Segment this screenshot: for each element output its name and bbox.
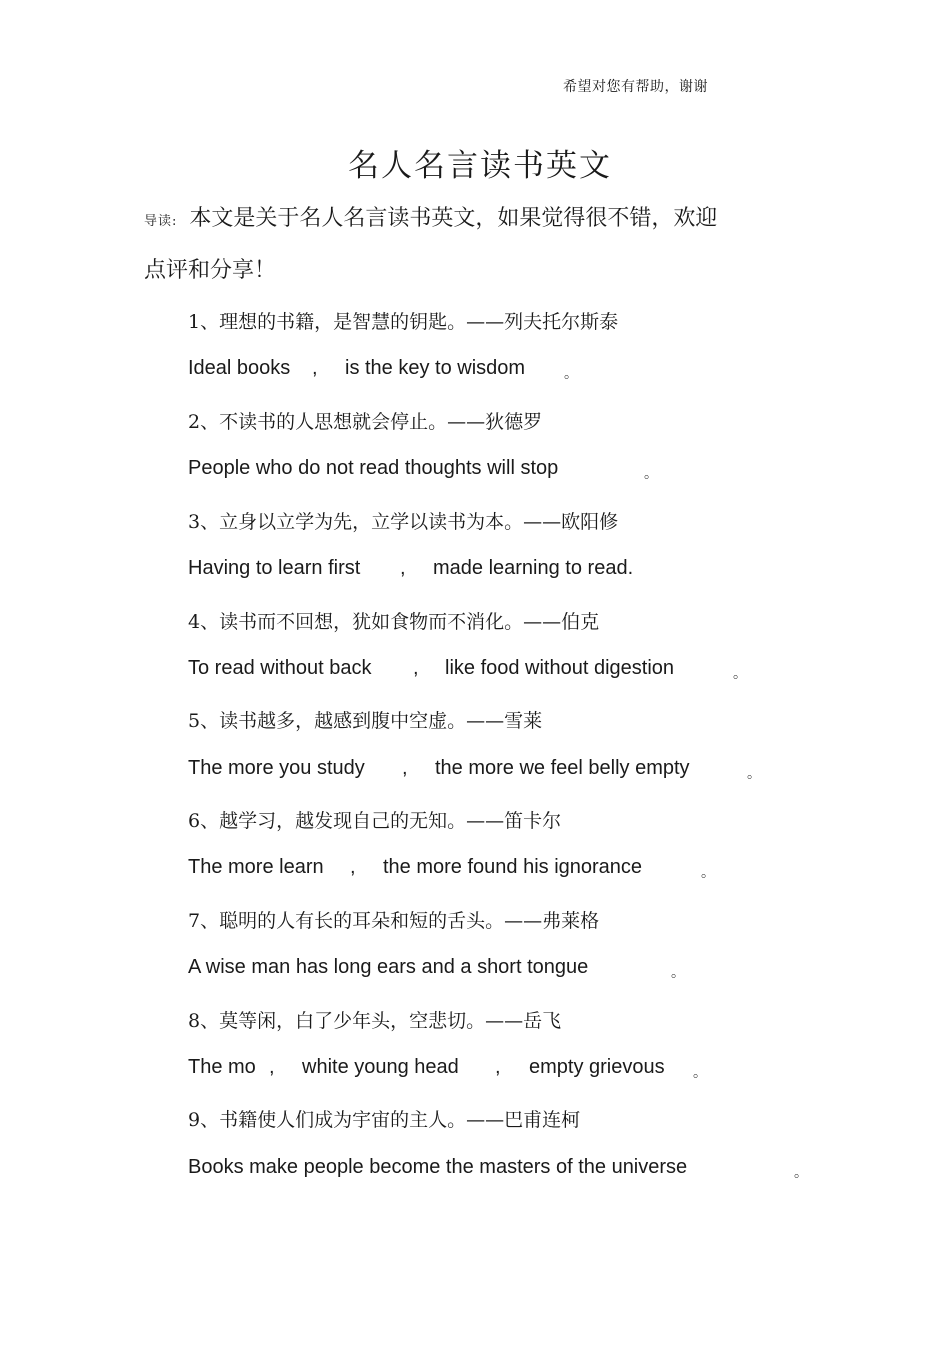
quote-en-part: , [269, 1056, 275, 1078]
quote-en-part: , [402, 757, 408, 779]
intro-text-1: 本文是关于名人名言读书英文，如果觉得很不错，欢迎 [189, 206, 718, 231]
quote-zh: 1、理想的书籍，是智慧的钥匙。——列夫托尔斯泰 [188, 311, 619, 333]
quote-en-part: 。 [693, 1065, 707, 1081]
quote-zh: 8、莫等闲，白了少年头，空悲切。——岳飞 [188, 1010, 562, 1032]
quote-en-part: 。 [564, 366, 578, 382]
quote-en-part: , [350, 856, 356, 878]
quote-en-part: made learning to read. [433, 557, 634, 579]
quote-en-part: empty grievous [529, 1056, 665, 1078]
quote-en-part: , [413, 657, 419, 679]
quote-en-part: 。 [701, 865, 715, 881]
intro-line-1 [144, 201, 717, 232]
quote-en-part: Ideal books [188, 357, 291, 379]
quote-en-part: A wise man has long ears and a short tongue [188, 956, 589, 978]
quote-en-part: 。 [644, 466, 658, 482]
document-title: 名人名言读书英文 [348, 148, 612, 184]
quote-en-part: The mo [188, 1056, 256, 1078]
quote-zh: 7、聪明的人有长的耳朵和短的舌头。——弗莱格 [188, 910, 600, 932]
quote-en-part: 。 [794, 1165, 808, 1181]
quote-en-part: The more you study [188, 757, 365, 779]
quote-en-part: Books make people become the masters of the universe [188, 1156, 688, 1178]
quote-en-part: is the key to wisdom [345, 357, 526, 379]
quote-en-part: the more found his ignorance [383, 856, 643, 878]
quote-en-part: , [312, 357, 318, 379]
quote-en-part: The more learn [188, 856, 324, 878]
quote-en-part: Having to learn first [188, 557, 361, 579]
quote-en-part: the more we feel belly empty [435, 757, 690, 779]
header-note: 希望对您有帮助，谢谢 [563, 79, 708, 95]
quote-zh: 2、不读书的人思想就会停止。——狄德罗 [188, 411, 543, 433]
quote-en-part: 。 [671, 965, 685, 981]
quote-en-part: like food without digestion [445, 657, 675, 679]
quote-en-part: 。 [747, 766, 761, 782]
quote-zh: 4、读书而不回想，犹如食物而不消化。——伯克 [188, 611, 600, 633]
quote-en-part: People who do not read thoughts will stop [188, 457, 559, 479]
intro-line-2: 点评和分享！ [144, 258, 277, 283]
intro-label: 导读: [144, 214, 178, 229]
quote-en-part: To read without back [188, 657, 372, 679]
quote-zh: 5、读书越多，越感到腹中空虚。——雪莱 [188, 710, 543, 732]
quote-en-part: , [400, 557, 406, 579]
quote-en-part: , [495, 1056, 501, 1078]
quote-en-part: 。 [733, 666, 747, 682]
quote-zh: 6、越学习，越发现自己的无知。——笛卡尔 [188, 810, 562, 832]
quote-zh: 3、立身以立学为先，立学以读书为本。——欧阳修 [188, 511, 619, 533]
quote-en-part: white young head [302, 1056, 459, 1078]
quote-zh: 9、书籍使人们成为宇宙的主人。——巴甫连柯 [188, 1109, 581, 1131]
